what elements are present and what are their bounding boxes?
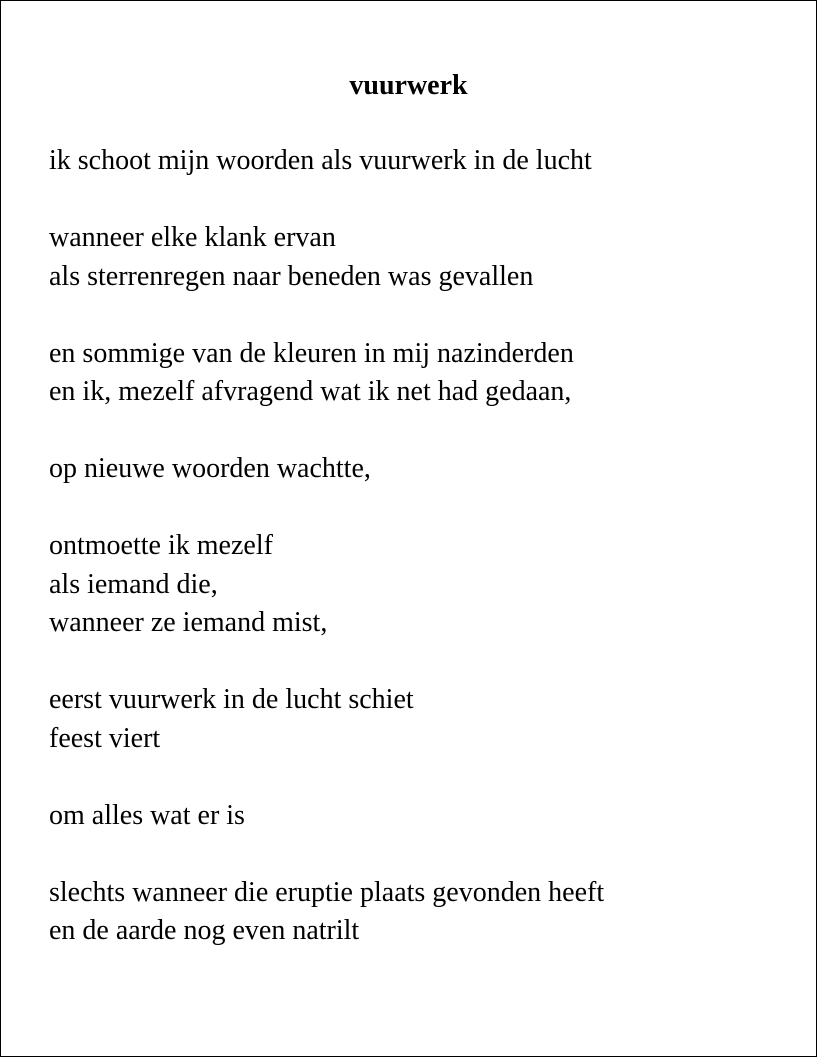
stanza [49, 681, 789, 758]
poem-line: feest viert [49, 722, 161, 754]
stanza [49, 797, 789, 836]
poem-title: vuurwerk [349, 70, 468, 101]
stanza [49, 142, 789, 181]
poem-line: wanneer elke klank ervan [49, 222, 336, 253]
poem-line: slechts wanneer die eruptie plaats gevonden heeft [49, 876, 605, 908]
poem-line: eerst vuurwerk in de lucht schiet [49, 684, 414, 715]
poem-line: op nieuwe woorden wachtte, [49, 453, 371, 484]
poem-line: wanneer ze iemand mist, [49, 607, 328, 638]
poem-line: ontmoette ik mezelf [49, 530, 273, 561]
poem-line: als iemand die, [49, 568, 218, 600]
stanza [49, 219, 789, 296]
poem-line: om alles wat er is [49, 799, 245, 831]
poem-body [49, 142, 789, 989]
poem-line: en sommige van de kleuren in mij nazinderden [49, 337, 574, 369]
stanza [49, 335, 789, 412]
poem-line: ik schoot mijn woorden als vuurwerk in de lucht [49, 145, 592, 176]
poem-line: en de aarde nog even natrilt [49, 915, 360, 946]
poem-line: als sterrenregen naar beneden was gevallen [49, 260, 534, 292]
stanza [49, 874, 789, 951]
stanza [49, 450, 789, 489]
stanza [49, 527, 789, 643]
poem-line: en ik, mezelf afvragend wat ik net had gedaan, [49, 376, 572, 407]
